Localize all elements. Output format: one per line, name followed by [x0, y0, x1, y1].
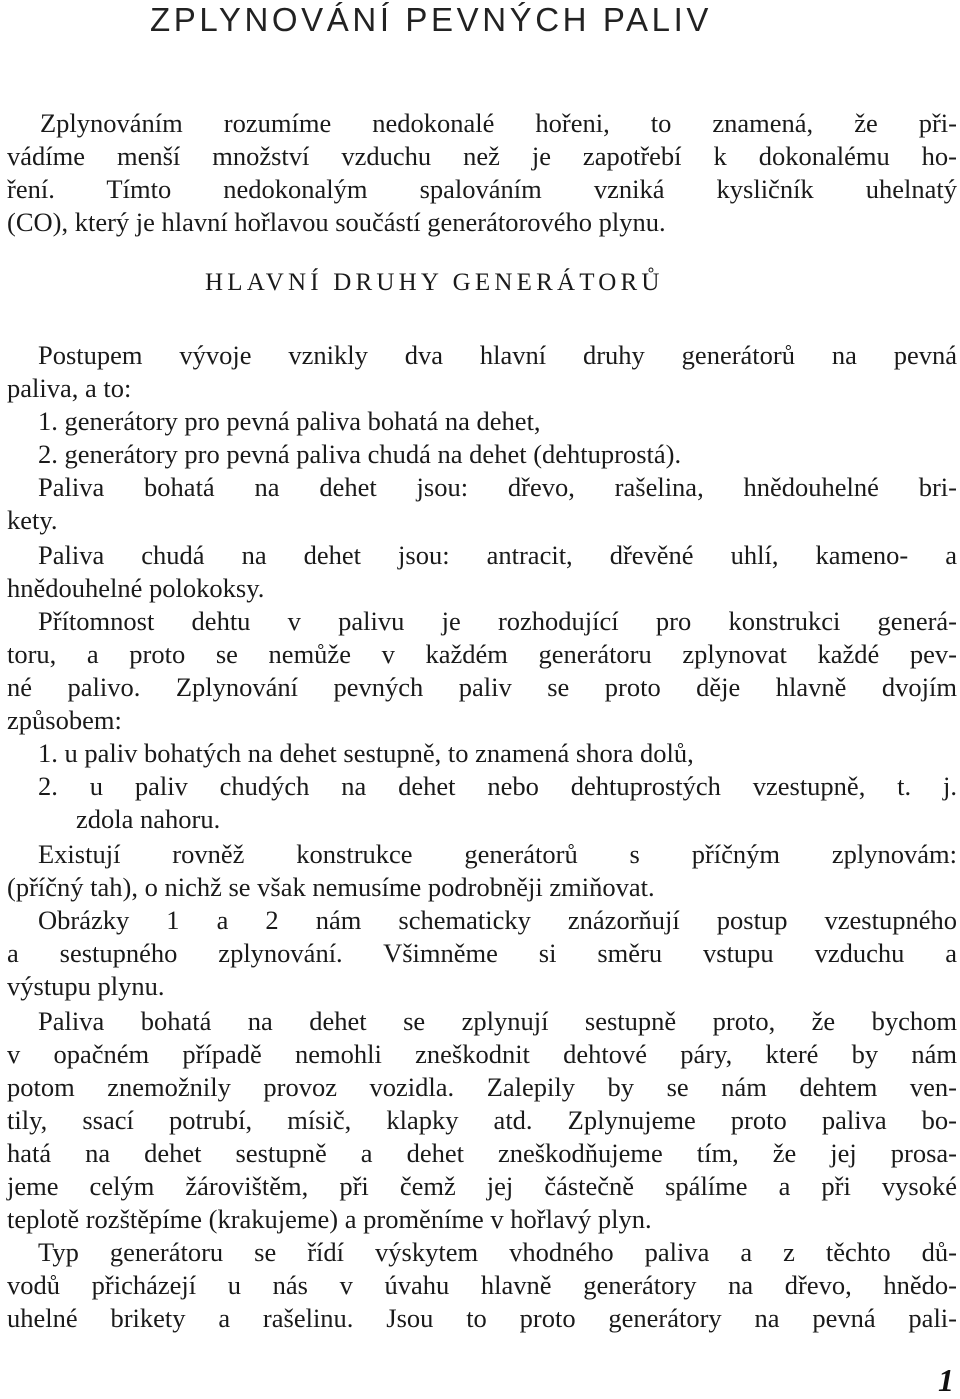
- body-line: teplotě rozštěpíme (krakujeme) a proměníme v hořlavý plyn.: [7, 1204, 652, 1234]
- body-line: Obrázky 1 a 2 nám schematicky znázorňují postup vzestupného: [38, 905, 957, 935]
- body-line: Postupem vývoje vznikly dva hlavní druhy generátorů na pevná: [38, 340, 957, 370]
- list-item: 2. u paliv chudých na dehet nebo dehtuprostých vzestupně, t. j.: [38, 771, 957, 801]
- body-line: Paliva bohatá na dehet se zplynují sestupně proto, že bychom: [38, 1006, 957, 1036]
- body-line: vodů přicházejí u nás v úvahu hlavně generátory na dřevo, hnědo-: [7, 1270, 957, 1300]
- intro-line: vádíme menší množství vzduchu než je zapotřebí k dokonalému ho-: [7, 141, 957, 171]
- body-line: Typ generátoru se řídí výskytem vhodného paliva a z těchto dů-: [38, 1237, 957, 1267]
- body-line: Paliva bohatá na dehet jsou: dřevo, rašelina, hnědouhelné bri-: [38, 472, 957, 502]
- body-line: Paliva chudá na dehet jsou: antracit, dřevěné uhlí, kameno- a: [38, 540, 957, 570]
- body-line: hnědouhelné polokoksy.: [7, 573, 265, 603]
- body-line: kety.: [7, 505, 58, 535]
- body-line: paliva, a to:: [7, 373, 132, 403]
- page-title: ZPLYNOVÁNÍ PEVNÝCH PALIV: [150, 1, 712, 38]
- intro-line: ření. Tímto nedokonalým spalováním vzniká kysličník uhelnatý: [7, 174, 957, 204]
- body-line: uhelné brikety a rašelinu. Jsou to proto generátory na pevná pali-: [7, 1303, 957, 1333]
- body-line: hatá na dehet sestupně a dehet zneškodňujeme tím, že jej prosa-: [7, 1138, 957, 1168]
- body-line: způsobem:: [7, 705, 122, 735]
- body-line: a sestupného zplynování. Všimněme si směru vstupu vzduchu a: [7, 938, 957, 968]
- body-line: tily, ssací potrubí, mísič, klapky atd. Zplynujeme proto paliva bo-: [7, 1105, 957, 1135]
- body-line: potom znemožnily provoz vozidla. Zalepily by se nám dehtem ven-: [7, 1072, 957, 1102]
- body-line: Existují rovněž konstrukce generátorů s příčným zplynovám:: [38, 839, 957, 869]
- body-line: výstupu plynu.: [7, 971, 165, 1001]
- section-title: HLAVNÍ DRUHY GENERÁTORŮ: [205, 269, 664, 296]
- body-line: né palivo. Zplynování pevných paliv se proto děje hlavně dvojím: [7, 672, 957, 702]
- body-line: v opačném případě nemohli zneškodnit dehtové páry, které by nám: [7, 1039, 957, 1069]
- intro-line: (CO), který je hlavní hořlavou součástí generátorového plynu.: [7, 207, 666, 237]
- intro-line: Zplynováním rozumíme nedokonalé hořeni, to znamená, že při-: [40, 108, 957, 138]
- list-item: zdola nahoru.: [76, 804, 221, 834]
- list-item: 1. u paliv bohatých na dehet sestupně, to znamená shora dolů,: [38, 738, 694, 768]
- page-number: 1: [938, 1362, 954, 1398]
- body-line: jeme celým žárovištěm, při čemž jej částečně spálíme a při vysoké: [7, 1171, 957, 1201]
- body-line: (příčný tah), o nichž se však nemusíme podrobněji zmiňovat.: [7, 872, 655, 902]
- body-line: toru, a proto se nemůže v každém generátoru zplynovat každé pev-: [7, 639, 957, 669]
- list-item: 1. generátory pro pevná paliva bohatá na dehet,: [38, 406, 541, 436]
- list-item: 2. generátory pro pevná paliva chudá na dehet (dehtuprostá).: [38, 439, 682, 469]
- body-line: Přítomnost dehtu v palivu je rozhodující pro konstrukci generá-: [38, 606, 957, 636]
